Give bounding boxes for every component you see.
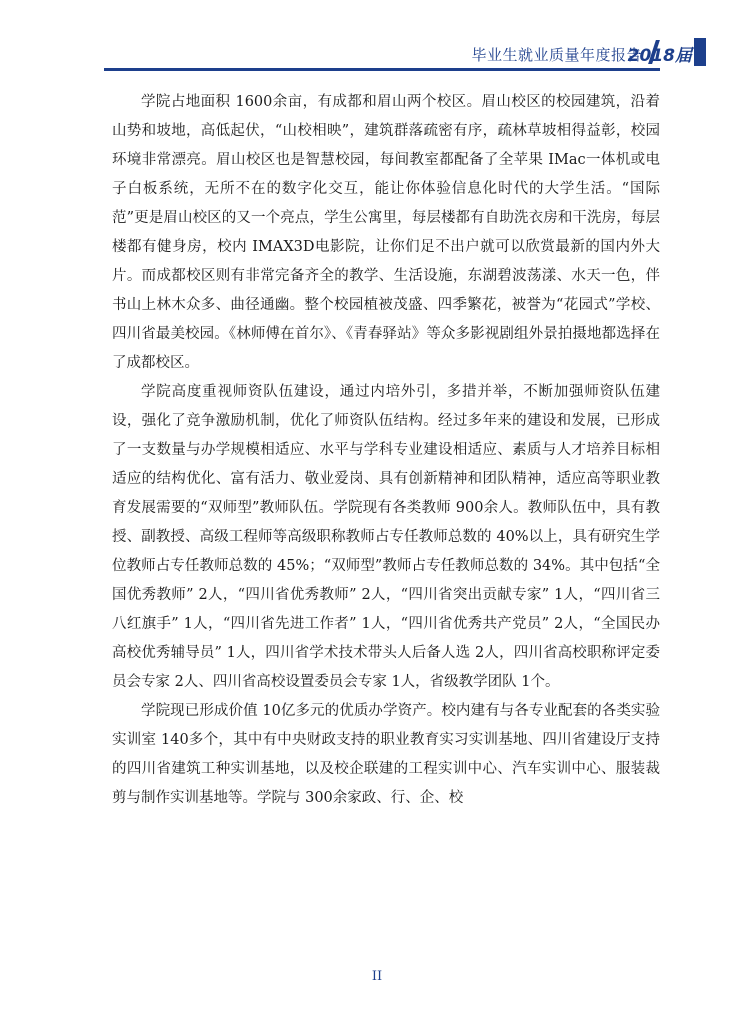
page-header [0,0,754,70]
header-rule [104,68,660,71]
header-accent-bar [694,38,706,66]
paragraph-assets: 学院现已形成价值 10亿多元的优质办学资产。校内建有与各专业配套的各类实验实训室 140多个，其中有中央财政支持的职业教育实习实训基地、四川省建设厅支持的四川省建筑工种实训基地，以及校企联建的工程实训中心、汽车实训中心、服装裁剪与制作实训基地等。学院与 300余家政、行、企、校 [112,703,660,806]
report-year: 2018届 [627,46,692,66]
document-body [112,88,660,813]
page-number: II [371,969,383,984]
paragraph-faculty: 学院高度重视师资队伍建设，通过内培外引，多措并举，不断加强师资队伍建设，强化了竞争激励机制，优化了师资队伍结构。经过多年来的建设和发展，已形成了一支数量与办学规模相适应、水平与学科专业建设相适应、素质与人才培养目标相适应的结构优化、富有活力、敬业爱岗、具有创新精神和团队精神，适应高等职业教育发展需要的“双师型”教师队伍。学院现有各类教师 900余人。教师队伍中，具有教授、副教授、高级工程师等高级职称教师占专任教师总数的 40%以上，具有研究生学位教师占专任教师总数的 45%；“双师型”教师占专任教师总数的 34%。其中包括“全国优秀教师” 2人，“四川省优秀教师” 2人，“四川省突出贡献专家” 1人，“四川省三八红旗手” 1人，“四川省先进工作者” 1人，“四川省优秀共产党员” 2人，“全国民办高校优秀辅导员” 1人，四川省学术技术带头人后备人选 2人，四川省高校职称评定委员会专家 2人、四川省高校设置委员会专家 1人，省级教学团队 1个。 [112,384,660,690]
report-title: 毕业生就业质量年度报告 [471,46,642,64]
paragraph-campus: 学院占地面积 1600余亩，有成都和眉山两个校区。眉山校区的校园建筑，沿着山势和坡地，高低起伏，“山校相映”，建筑群落疏密有序，疏林草坡相得益彰，校园环境非常漂亮。眉山校区也是智慧校园，每间教室都配备了全苹果 IMac一体机或电子白板系统，无所不在的数字化交互，能让你体验信息化时代的大学生活。“国际范”更是眉山校区的又一个亮点，学生公寓里，每层楼都有自助洗衣房和干洗房，每层楼都有健身房，校内 IMAX3D电影院，让你们足不出户就可以欣赏最新的国内外大片。而成都校区则有非常完备齐全的教学、生活设施，东湖碧波荡漾、水天一色，伴书山上林木众多、曲径通幽。整个校园植被茂盛、四季繁花，被誉为“花园式”学校、四川省最美校园。《林师傅在首尔》、《青春驿站》等众多影视剧组外景拍摄地都选择在了成都校区。 [112,94,660,371]
